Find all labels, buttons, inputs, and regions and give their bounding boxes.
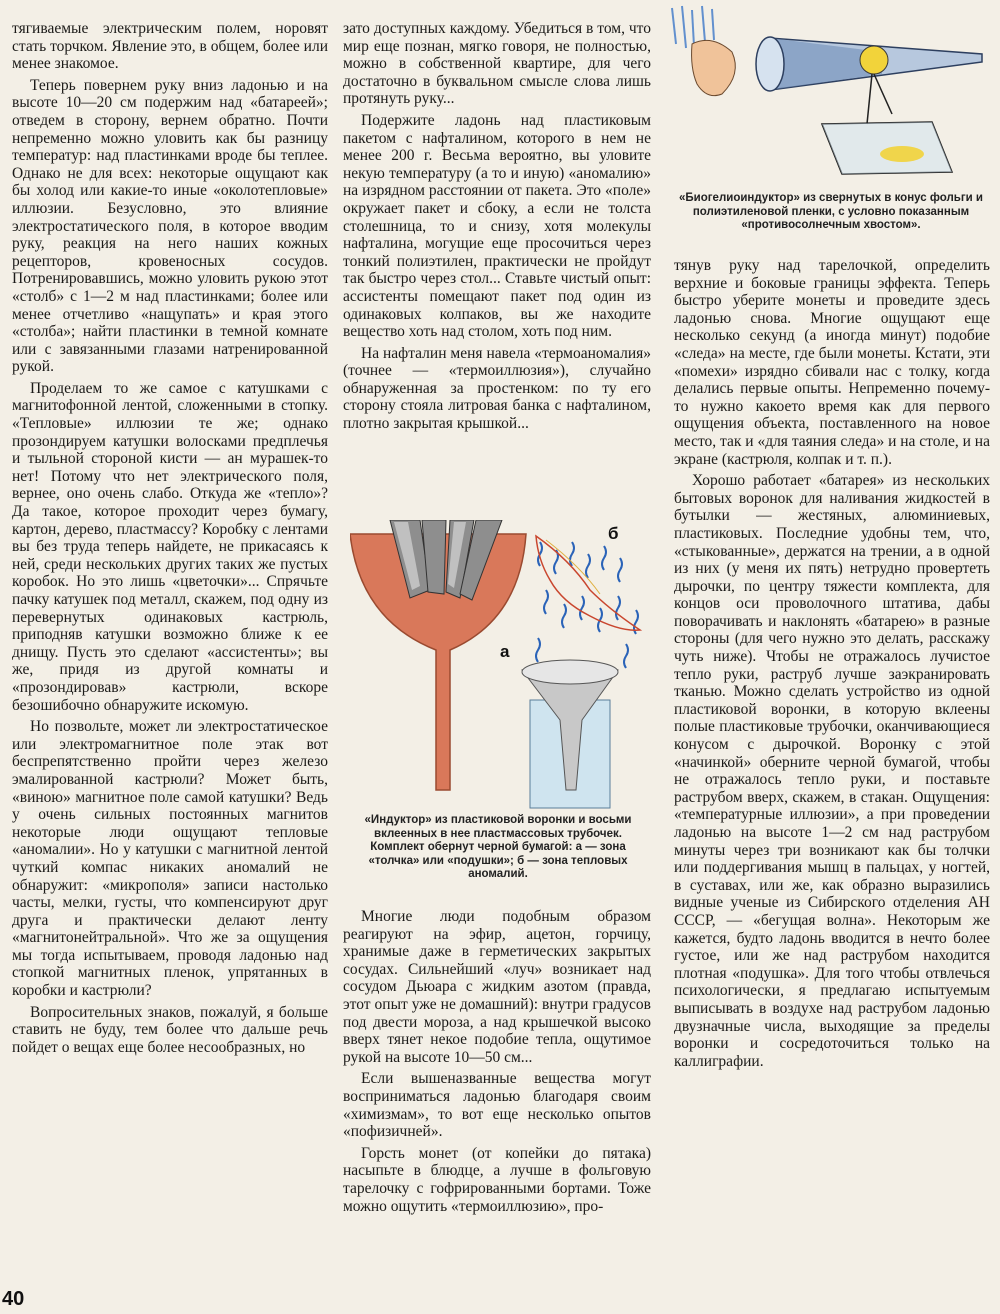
paragraph: тянув руку над тарелочкой, определить верхние и боковые границы эффекта. Теперь быстро уберите монеты и проведите здесь ладонью снова. Многие ощущают еще несколько секунд (а иногда минут) подобие «следа» на месте, где были монеты. Кстати, эти «помехи» изрядно сбивали нас с толку, когда делались первые опыты. Непременно почему-то нужно какоето время как для первого ощущения объекта, поставленного на новое место, так и «для таяния следа» и на столе, и на экране (кастрюля, колпак и т. п.).: [674, 257, 990, 468]
page-number: 40: [2, 1288, 25, 1310]
text-column-1: [12, 20, 328, 1060]
paragraph: На нафталин меня навела «термоаномалия» (точнее — «термоиллюзия»), случайно обнаруженная за простенком: по ту его сторону стояла литровая банка с нафталином, плотно закрытая крышкой...: [343, 344, 651, 433]
paragraph: Если вышеназванные вещества могут восприниматься ладонью благодаря своим «химизмам», то вот еще несколько опытов «пофизичней».: [343, 1070, 651, 1141]
figure-label-a: а: [500, 642, 510, 661]
paragraph: зато доступных каждому. Убедиться в том, что мир еще познан, мягко говоря, не полностью, можно в собственной квартире, для чего достаточно в буквальном смысле слова лишь протянуть руку...: [343, 20, 651, 108]
paragraph: Горсть монет (от копейки до пятака) насыпьте в блюдце, а лучше в фольговую тарелочку с гофрированными бортами. Тоже можно ощутить «термоиллюзию», про-: [343, 1144, 651, 1215]
text-column-2: [343, 20, 651, 437]
paragraph: Но позвольте, может ли электростатическое или электромагнитное поле этак вот беспрепятственно пройти через железо эмалированной кастрюли? Может быть, «виною» магнитное поле самой катушки? Ведь у очень сильных постоянных магнитов некоторые люди ощущают тепловые «аномалии». Но у катушки с магнитной лентой чуткий компас никаких аномалий не обнаружит: «микрополя» записи настолько часты, мелки, густы, что компенсируют друг друга и практически делают ленту «магнитонейтральной». Что же за ощущения мы тогда испытываем, проводя ладонью над стопкой магнитных пленок, упрятанных в коробки и кастрюли?: [12, 718, 328, 1000]
paragraph: Хорошо работает «батарея» из нескольких бытовых воронок для наливания жидкостей в бутылки — жестяных, алюминиевых, пластиковых. Последние удобны тем, что, «стыкованные», держатся на трении, а в одной из них (у меня их пять) нетрудно провертеть дырочки, по центру тяжести комплекта, для концов оси проволочного штатива, дабы поворачивать и наклонять «батарею» в разные стороны (для чего нужно это делать, расскажу чуть ниже). Чтобы не отражалось лучистое тепло руки, раструб лучше заэкранировать тканью. Можно сделать устройство из одной пластиковой воронки, в которую вклеены полые пластиковые трубочки, оканчивающиеся конусом с дырочкой. Воронку с этой «начинкой» оберните черной бумагой, чтобы не отражалось тепло руки, и поставьте раструбом вверх, скажем, в стакан. Ощущения: «температурные иллюзии», а при проведении ладонью на высоте 1—2 см над раструбом минуты через три возникают как бы толчки или поддергивания мышц в пальцах, у ногтей, в суставах, или же, как образно выразились видные ученые из Сибирского отделения АН СССР, — «бегущая волна». Некоторым же кажется, будто ладонь вводится в нечто более густое, или же над раструбом находится плотная «подушка». Для того чтобы отвлечься психологически, я предлагаю испытуемым выписывать в воздухе над раструбом ладонью двузначные числа, выходящие за пределы воронки и сосредоточиться только на каллиграфии.: [674, 472, 990, 1070]
paragraph: Проделаем то же самое с катушками с магнитофонной лентой, сложенными в стопку. «Тепловые» иллюзии те же; однако прозондируем катушки волосками предплечья и тыльной стороной кисти — ан мурашек-то нет! Потому что нет электрического поля, вернее, оно очень слабо. Откуда же «тепло»? Да такое, которое проходит через бумагу, картон, дерево, пластмассу? Коробку с лентами вы без труда теперь найдете, не прикасаясь к ней, среди нескольких других таких же пустых коробок. Но это лишь «цветочки»... Спрячьте пачку катушек под металл, скажем, под одну из перевернутых одинаковых кастрюль, приподняв катушки возможно ближе к ее днищу. Пусть это сделают «ассистенты»; вы же, придя из другой комнаты и «прозондировав» кастрюли, вскоре безошибочно обнаружите искомую.: [12, 379, 328, 714]
paragraph: Теперь повернем руку вниз ладонью и на высоте 10—20 см подержим над «батареей»; отведем в сторону, вернем обратно. Почти непременно можно уловить как бы разницу температур: над пластинками вроде бы теплее. Однако не для всех: некоторые ощущают как бы холод или какие-то иные «околотепловые» иллюзии. Безусловно, это влияние электростатического поля, в которое вводим руку, реакция на него наших кожных рецепторов, кровеносных сосудов. Потренировавшись, можно уловить рукою этот «столб» с 1—2 м над пластинками; более или менее отчетливо «нащупать» и края этого «столба»; найти пластинки в темной комнате или с завязанными глазами натренированной рукой.: [12, 76, 328, 376]
figure-caption-middle: «Индуктор» из пластиковой воронки и восьми вклеенных в нее пластмассовых трубочек. Комплект обернут черной бумагой: а — зона «толчка» или «подушки»; б — зона тепловых аномалий.: [364, 814, 632, 880]
paragraph: Многие люди подобным образом реагируют на эфир, ацетон, горчицу, хранимые даже в герметических закрытых сосудах. Сильнейший «луч» возникает над сосудом Дьюара с жидким азотом (правда, этот опыт уже не домашний): внутри градусов под двести мороза, а над крышечкой высоко вверх тянет некое подобие тепла, ощутимое рукой на высоте 10—50 см...: [343, 908, 651, 1066]
inductor-drawing: [350, 520, 650, 812]
bioheliinductor-illustration: [652, 4, 998, 188]
figure-label-b: б: [608, 524, 619, 543]
text-column-3: [674, 257, 990, 1074]
paragraph: Вопросительных знаков, пожалуй, я больше ставить не буду, тем более что дальше речь пойдет о вещах еще более несообразных, но: [12, 1003, 328, 1056]
paragraph: Подержите ладонь над пластиковым пакетом с нафталином, которого в нем не менее 200 г. Весьма вероятно, вы уловите некую температуру (а то и иную) «аномалию» на изрядном расстоянии от пакета. Это «поле» окружает пакет и сбоку, а если не толста столешница, то и снизу, хотя молекулы нафталина, могущие еще просочиться через тонкий полиэтилен, практически не пройдут так быстро через стол... Ставьте чистый опыт: ассистенты помещают пакет под один из одинаковых колпаков, вы же находите вещество хоть над столом, хоть под ним.: [343, 111, 651, 341]
bioheliinductor-drawing: [652, 4, 998, 188]
figure-caption-top: «Биогелиоиндуктор» из свернутых в конус фольги и полиэтиленовой пленки, с условно показанным «противосолнечным хвостом».: [679, 192, 983, 231]
inductor-illustration: [350, 520, 650, 812]
text-column-2-lower: [343, 908, 651, 1219]
paragraph: тягиваемые электрическим полем, норовят стать торчком. Явление это, в общем, более или менее знакомое.: [12, 20, 328, 73]
